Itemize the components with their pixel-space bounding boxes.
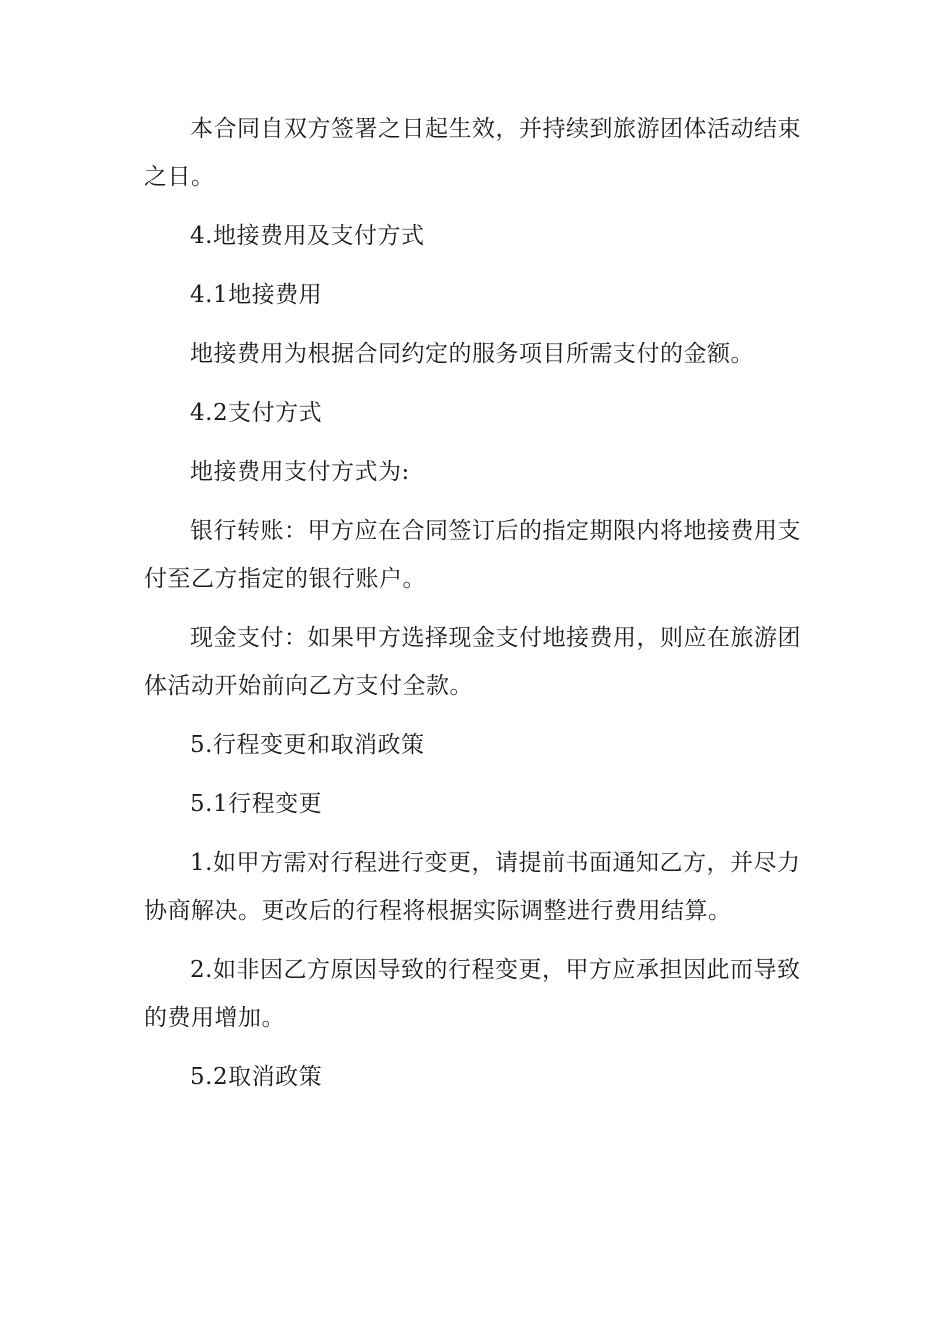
document-body (144, 105, 804, 1112)
paragraph-effective-date: 本合同自双方签署之日起生效，并持续到旅游团体活动结束之日。 (144, 116, 801, 190)
paragraph-change-item-2: 2.如非因乙方原因导致的行程变更，甲方应承担因此而导致的费用增加。 (144, 957, 801, 1031)
subsection-heading-cancellation: 5.2取消政策 (190, 1064, 323, 1090)
paragraph-cash-payment: 现金支付：如果甲方选择现金支付地接费用，则应在旅游团体活动开始前向乙方支付全款。 (144, 625, 801, 699)
paragraph-fees-definition: 地接费用为根据合同约定的服务项目所需支付的金额。 (190, 341, 754, 367)
subsection-heading-fees: 4.1地接费用 (190, 282, 323, 308)
subsection-heading-itinerary-change: 5.1行程变更 (190, 791, 323, 817)
section-heading-itinerary-changes: 5.行程变更和取消政策 (190, 732, 425, 758)
paragraph-payment-intro: 地接费用支付方式为: (190, 459, 410, 485)
section-heading-fees-payment: 4.地接费用及支付方式 (190, 223, 425, 249)
subsection-heading-payment-method: 4.2支付方式 (190, 400, 323, 426)
paragraph-bank-transfer: 银行转账：甲方应在合同签订后的指定期限内将地接费用支付至乙方指定的银行账户。 (144, 518, 801, 592)
paragraph-change-item-1: 1.如甲方需对行程进行变更，请提前书面通知乙方，并尽力协商解决。更改后的行程将根据实际调整进行费用结算。 (144, 850, 801, 924)
